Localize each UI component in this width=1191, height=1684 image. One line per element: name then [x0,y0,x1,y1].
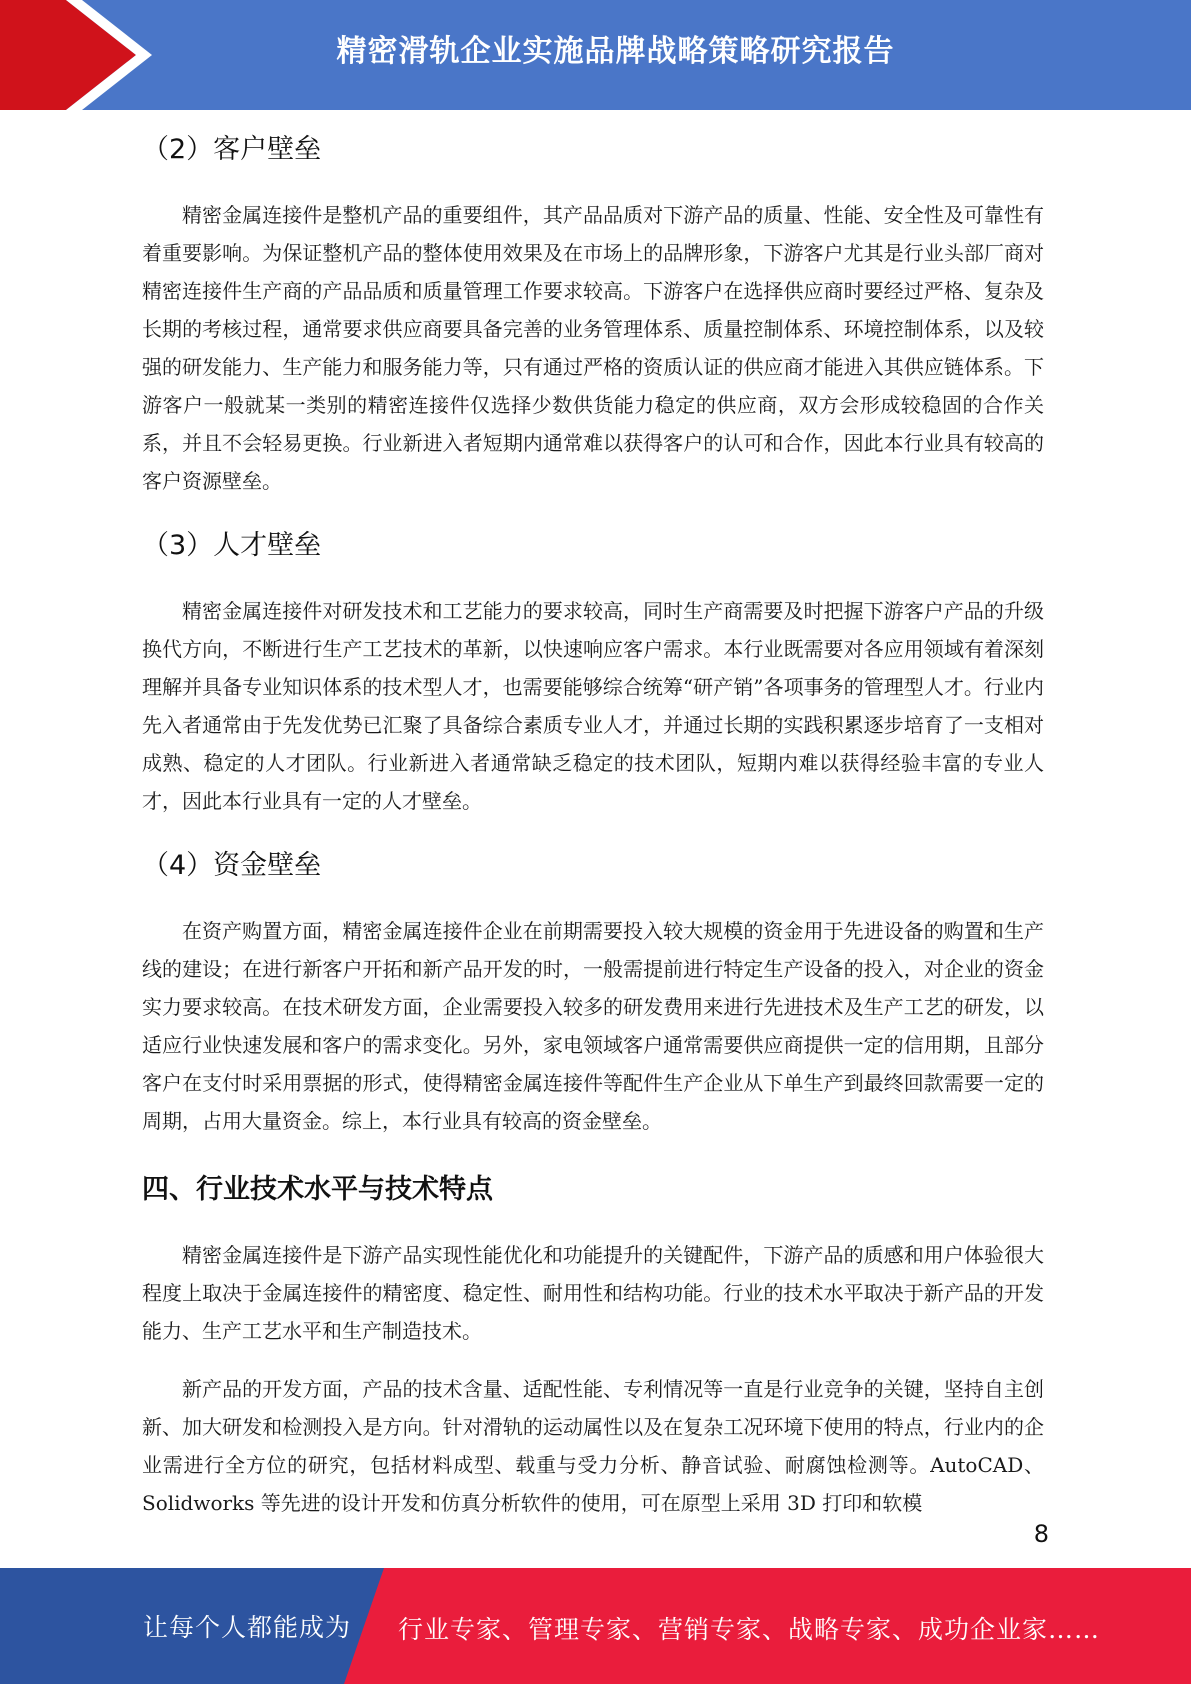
report-title: 精密滑轨企业实施品牌战略策略研究报告 [336,34,895,69]
paragraph-capital-barrier: 在资产购置方面，精密金属连接件企业在前期需要投入较大规模的资金用于先进设备的购置和生产线的建设；在进行新客户开拓和新产品开发的时，一般需提前进行特定生产设备的投入，对企业的资金实力要求较高。在技术研发方面，企业需要投入较多的研发费用来进行先进技术及生产工艺的研发，以适应行业快速发展和客户的需求变化。另外，家电领域客户通常需要供应商提供一定的信用期，且部分客户在支付时采用票据的形式，使得精密金属连接件等配件生产企业从下单生产到最终回款需要一定的周期，占用大量资金。综上，本行业具有较高的资金壁垒。 [142,919,1044,1133]
section-heading-customer-barrier: （2）客户壁垒 [142,134,322,165]
page-number: 8 [1033,1520,1049,1548]
chapter-heading-technology: 四、行业技术水平与技术特点 [142,1174,493,1205]
paragraph-new-product-development: 新产品的开发方面，产品的技术含量、适配性能、专利情况等一直是行业竞争的关键，坚持自主创新、加大研发和检测投入是方向。针对滑轨的运动属性以及在复杂工况环境下使用的特点，行业内的企业需进行全方位的研究，包括材料成型、载重与受力分析、静音试验、耐腐蚀检测等。AutoCAD、Solidworks 等先进的设计开发和仿真分析软件的使用，可在原型上采用 3D 打印和软模 [142,1377,1044,1515]
document-body [142,124,1044,1522]
footer-slogan-left: 让每个人都能成为 [143,1613,352,1642]
page-header [0,0,1191,110]
page-footer [0,1568,1191,1684]
section-heading-capital-barrier: （4）资金壁垒 [142,850,322,881]
paragraph-talent-barrier: 精密金属连接件对研发技术和工艺能力的要求较高，同时生产商需要及时把握下游客户产品的升级换代方向，不断进行生产工艺技术的革新，以快速响应客户需求。本行业既需要对各应用领域有着深刻理解并具备专业知识体系的技术型人才，也需要能够综合统筹“研产销”各项事务的管理型人才。行业内先入者通常由于先发优势已汇聚了具备综合素质专业人才，并通过长期的实践积累逐步培育了一支相对成熟、稳定的人才团队。行业新进入者通常缺乏稳定的技术团队，短期内难以获得经验丰富的专业人才，因此本行业具有一定的人才壁垒。 [142,599,1044,813]
section-heading-talent-barrier: （3）人才壁垒 [142,530,322,561]
paragraph-technology-level: 精密金属连接件是下游产品实现性能优化和功能提升的关键配件，下游产品的质感和用户体验很大程度上取决于金属连接件的精密度、稳定性、耐用性和结构功能。行业的技术水平取决于新产品的开发能力、生产工艺水平和生产制造技术。 [142,1243,1044,1343]
footer-slogan-right: 行业专家、管理专家、营销专家、战略专家、成功企业家…… [398,1615,1101,1644]
paragraph-customer-barrier: 精密金属连接件是整机产品的重要组件，其产品品质对下游产品的质量、性能、安全性及可靠性有着重要影响。为保证整机产品的整体使用效果及在市场上的品牌形象，下游客户尤其是行业头部厂商对精密连接件生产商的产品品质和质量管理工作要求较高。下游客户在选择供应商时要经过严格、复杂及长期的考核过程，通常要求供应商要具备完善的业务管理体系、质量控制体系、环境控制体系，以及较强的研发能力、生产能力和服务能力等，只有通过严格的资质认证的供应商才能进入其供应链体系。下游客户一般就某一类别的精密连接件仅选择少数供货能力稳定的供应商，双方会形成较稳固的合作关系，并且不会轻易更换。行业新进入者短期内通常难以获得客户的认可和合作，因此本行业具有较高的客户资源壁垒。 [142,203,1044,493]
